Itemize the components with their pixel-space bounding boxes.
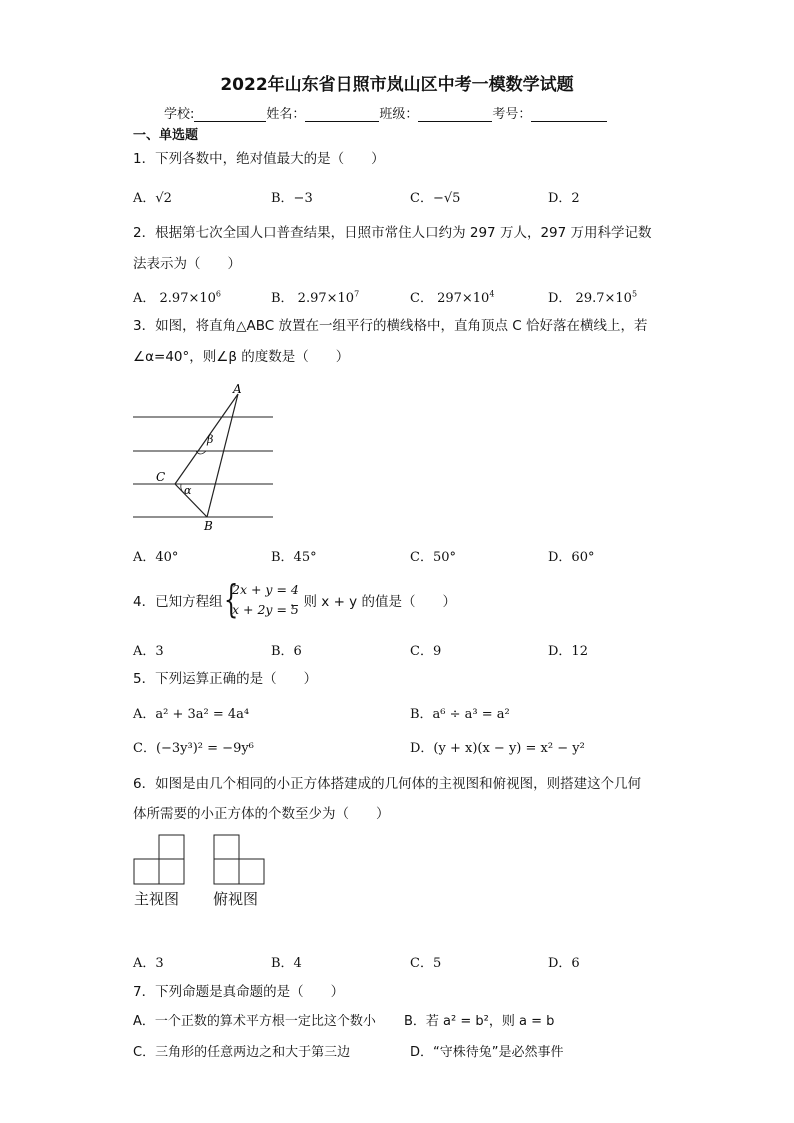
- front-view-drawing: [134, 835, 184, 884]
- q1-option-d[interactable]: D．2: [548, 191, 580, 206]
- q2-option-a-exp: 6: [215, 289, 221, 299]
- q6-option-c[interactable]: C．5: [410, 956, 442, 971]
- q2-option-d-base: D． 29.7×10: [548, 291, 632, 306]
- name-label: 姓名：: [266, 107, 306, 122]
- q5-option-a[interactable]: A．a² + 3a² = 4a⁴: [133, 707, 250, 722]
- q1-option-c[interactable]: [410, 187, 460, 206]
- q3-option-c[interactable]: C．50°: [410, 550, 456, 565]
- q7-option-b[interactable]: B．若 a² = b²，则 a = b: [404, 1014, 555, 1029]
- question-2-stem-line2: 法表示为（ ）: [133, 256, 241, 272]
- alpha-label: α: [184, 484, 192, 497]
- student-info-line: [164, 103, 607, 122]
- question-1-stem: 1．下列各数中，绝对值最大的是（ ）: [133, 151, 385, 167]
- q4-option-a[interactable]: A．3: [133, 644, 164, 659]
- q6-views-figure: [133, 834, 273, 886]
- q2-option-a[interactable]: [133, 287, 221, 306]
- front-view-square-2: [159, 859, 184, 884]
- top-view-label: 俯视图: [213, 890, 259, 908]
- q7-option-d[interactable]: D．“守株待兔”是必然事件: [410, 1045, 564, 1060]
- q6-option-b[interactable]: B．4: [271, 956, 302, 971]
- q3-triangle-figure: [130, 380, 280, 536]
- question-3-stem-line2: ∠α=40°，则∠β 的度数是（ ）: [133, 349, 350, 365]
- q6-option-a[interactable]: A．3: [133, 956, 164, 971]
- page-title: 2022年山东省日照市岚山区中考一模数学试题: [220, 75, 574, 95]
- equation-brace: {: [223, 577, 239, 621]
- school-label: 学校:: [164, 107, 195, 122]
- top-view-square-3: [239, 859, 264, 884]
- equation-2: x + 2y = 5: [232, 602, 299, 617]
- class-blank[interactable]: [418, 107, 492, 122]
- q2-option-c-exp: 4: [489, 289, 495, 299]
- school-blank[interactable]: [194, 107, 266, 122]
- question-4-stem-pre: 4．已知方程组: [133, 594, 223, 610]
- side-ab: [207, 394, 238, 517]
- q7-option-a[interactable]: A．一个正数的算术平方根一定比这个数小: [133, 1014, 376, 1029]
- q5-option-c[interactable]: C．(−3y³)² = −9y⁶: [133, 741, 254, 756]
- q4-option-b[interactable]: B．6: [271, 644, 302, 659]
- q2-option-c[interactable]: [410, 287, 494, 306]
- q2-option-b[interactable]: [271, 287, 359, 306]
- vertex-c-label: C: [156, 470, 166, 484]
- top-view-square-1: [214, 835, 239, 859]
- section-heading: 一、单选题: [133, 128, 199, 143]
- vertex-b-label: B: [204, 519, 213, 533]
- q1-option-c-label: C．: [410, 191, 433, 206]
- q3-option-b[interactable]: B．45°: [271, 550, 317, 565]
- q2-option-d[interactable]: [548, 287, 637, 306]
- q3-option-a[interactable]: A．40°: [133, 550, 179, 565]
- class-label: 班级：: [379, 107, 419, 122]
- q1-option-b[interactable]: B．−3: [271, 191, 313, 206]
- q5-option-b[interactable]: B．a⁶ ÷ a³ = a²: [410, 707, 510, 722]
- front-view-square-3: [159, 835, 184, 859]
- front-view-square-1: [134, 859, 159, 884]
- q2-option-b-exp: 7: [354, 289, 360, 299]
- equation-1: 2x + y = 4: [232, 582, 299, 597]
- question-6-stem-line2: 体所需要的小正方体的个数至少为（ ）: [133, 806, 390, 822]
- q4-option-d[interactable]: D．12: [548, 644, 588, 659]
- vertex-a-label: A: [233, 382, 242, 396]
- q4-option-c[interactable]: C．9: [410, 644, 442, 659]
- question-2-stem-line1: 2．根据第七次全国人口普查结果，日照市常住人口约为 297 万人，297 万用科学记数: [133, 225, 652, 241]
- question-6-stem-line1: 6．如图是由几个相同的小正方体搭建成的几何体的主视图和俯视图，则搭建这个几何: [133, 776, 642, 792]
- top-view-drawing: [214, 835, 264, 884]
- q3-option-d[interactable]: D．60°: [548, 550, 595, 565]
- question-5-stem: 5．下列运算正确的是（ ）: [133, 671, 318, 687]
- q2-option-b-base: B． 2.97×10: [271, 291, 355, 306]
- question-3-stem-line1: 3．如图，将直角△ABC 放置在一组平行的横线格中，直角顶点 C 恰好落在横线上，若: [133, 318, 648, 334]
- question-7-stem: 7．下列命题是真命题的是（ ）: [133, 984, 345, 1000]
- exam-no-blank[interactable]: [531, 107, 607, 122]
- front-view-label: 主视图: [134, 890, 180, 908]
- q1-option-a-value: √2: [155, 191, 172, 206]
- q7-option-c[interactable]: C．三角形的任意两边之和大于第三边: [133, 1045, 351, 1060]
- q6-option-d[interactable]: D．6: [548, 956, 580, 971]
- question-4-stem-post: ，则 x + y 的值是（ ）: [290, 594, 456, 610]
- name-blank[interactable]: [305, 107, 379, 122]
- q5-option-d[interactable]: D．(y + x)(x − y) = x² − y²: [410, 741, 585, 756]
- q2-option-c-base: C． 297×10: [410, 291, 490, 306]
- q1-option-a[interactable]: [133, 187, 172, 206]
- q2-option-a-base: A． 2.97×10: [133, 291, 216, 306]
- top-view-square-2: [214, 859, 239, 884]
- exam-no-label: 考号：: [492, 107, 532, 122]
- equation-system: [232, 580, 299, 620]
- q1-option-c-value: −√5: [432, 191, 461, 206]
- beta-label: β: [207, 433, 214, 446]
- q2-option-d-exp: 5: [631, 289, 638, 299]
- q1-option-a-label: A．: [133, 191, 156, 206]
